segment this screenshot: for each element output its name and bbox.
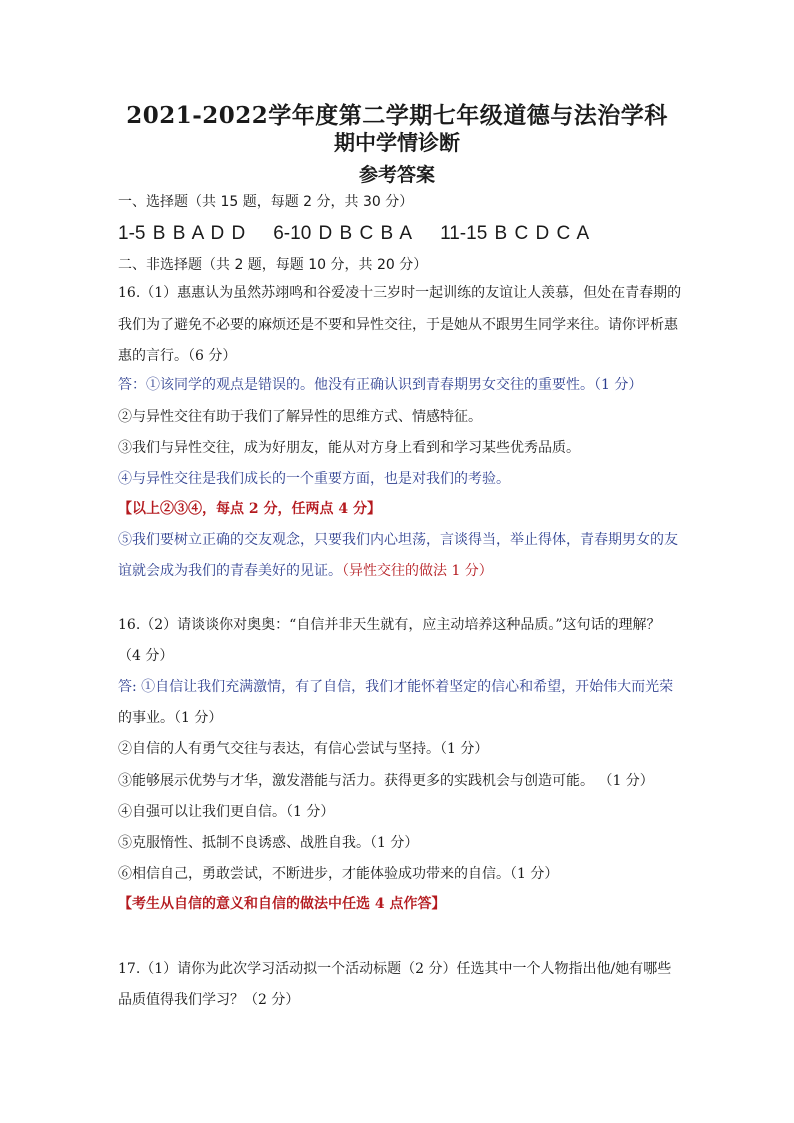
section2-heading: 二、非选择题（共 2 题，每题 10 分，共 20 分）: [118, 257, 428, 273]
q16-2-scoring-note: 【考生从自信的意义和自信的做法中任选 4 点作答】: [118, 896, 446, 912]
q16-1-question-line3: 惠的言行。（6 分）: [118, 348, 237, 364]
q16-1-answer3: ③我们与异性交往，成为好朋友，能从对方身上看到和学习某些优秀品质。: [118, 440, 580, 456]
q16-2-question-line2: （4 分）: [118, 648, 174, 664]
section1-heading: 一、选择题（共 15 题，每题 2 分，共 30 分）: [118, 194, 414, 210]
q16-1-answer5-line2: [118, 562, 493, 580]
q16-2-answer3: ③能够展示优势与才华，激发潜能与活力。获得更多的实践机会与创造可能。 （1 分）: [118, 773, 654, 789]
answers-1-5: 1-5 B B A D D: [118, 223, 246, 244]
q16-2-answer5: ⑤克服惰性、抵制不良诱惑、战胜自我。（1 分）: [118, 835, 419, 851]
q16-1-question-line2: 我们为了避免不必要的麻烦还是不要和异性交往，于是她从不跟男生同学来往。请你评析惠: [118, 317, 678, 333]
q16-2-answer2: ②自信的人有勇气交往与表达，有信心尝试与坚持。（1 分）: [118, 741, 489, 757]
answer-key-heading: 参考答案: [358, 164, 435, 186]
q16-1-answer5-score-note: （异性交往的做法 1 分）: [342, 563, 493, 579]
document-subtitle: 期中学情诊断: [334, 130, 460, 155]
q16-1-question-line1: 16.（1）惠惠认为虽然苏翊鸣和谷爱凌十三岁时一起训练的友谊让人羡慕，但处在青春期的: [118, 285, 682, 301]
multiple-choice-answers: [118, 222, 589, 246]
q16-1-answer4: ④与异性交往是我们成长的一个重要方面，也是对我们的考验。: [118, 471, 510, 487]
q16-1-scoring-note: 【以上②③④，每点 2 分，任两点 4 分】: [118, 501, 381, 517]
q16-1-answer5-line2-main: 谊就会成为我们的青春美好的见证。: [118, 563, 342, 579]
q16-2-answer6: ⑥相信自己，勇敢尝试，不断进步，才能体验成功带来的自信。（1 分）: [118, 866, 559, 882]
q17-1-question-line2: 品质值得我们学习？（2 分）: [118, 992, 300, 1008]
document-title: 2021-2022学年度第二学期七年级道德与法治学科: [126, 102, 668, 129]
answers-6-10: 6-10 D B C B A: [273, 223, 413, 244]
q17-1-question-line1: 17.（1）请你为此次学习活动拟一个活动标题（2 分）任选其中一个人物指出他/她有哪些: [118, 961, 672, 977]
q16-1-answer2: ②与异性交往有助于我们了解异性的思维方式、情感特征。: [118, 409, 482, 425]
q16-2-question-line1: 16.（2）请谈谈你对奥奥：“自信并非天生就有，应主动培养这种品质。”这句话的理解？: [118, 617, 661, 633]
q16-1-answer1: 答：①该同学的观点是错误的。他没有正确认识到青春期男女交往的重要性。（1 分）: [118, 377, 643, 393]
q16-2-answer1-line1: 答: ①自信让我们充满激情，有了自信，我们才能怀着坚定的信心和希望，开始伟大而光荣: [118, 679, 674, 695]
q16-1-answer5-line1: ⑤我们要树立正确的交友观念，只要我们内心坦荡，言谈得当，举止得体，青春期男女的友: [118, 532, 678, 548]
q16-2-answer1-line2: 的事业。（1 分）: [118, 710, 223, 726]
q16-2-answer4: ④自强可以让我们更自信。（1 分）: [118, 804, 335, 820]
answers-11-15: 11-15 B C D C A: [440, 223, 590, 244]
